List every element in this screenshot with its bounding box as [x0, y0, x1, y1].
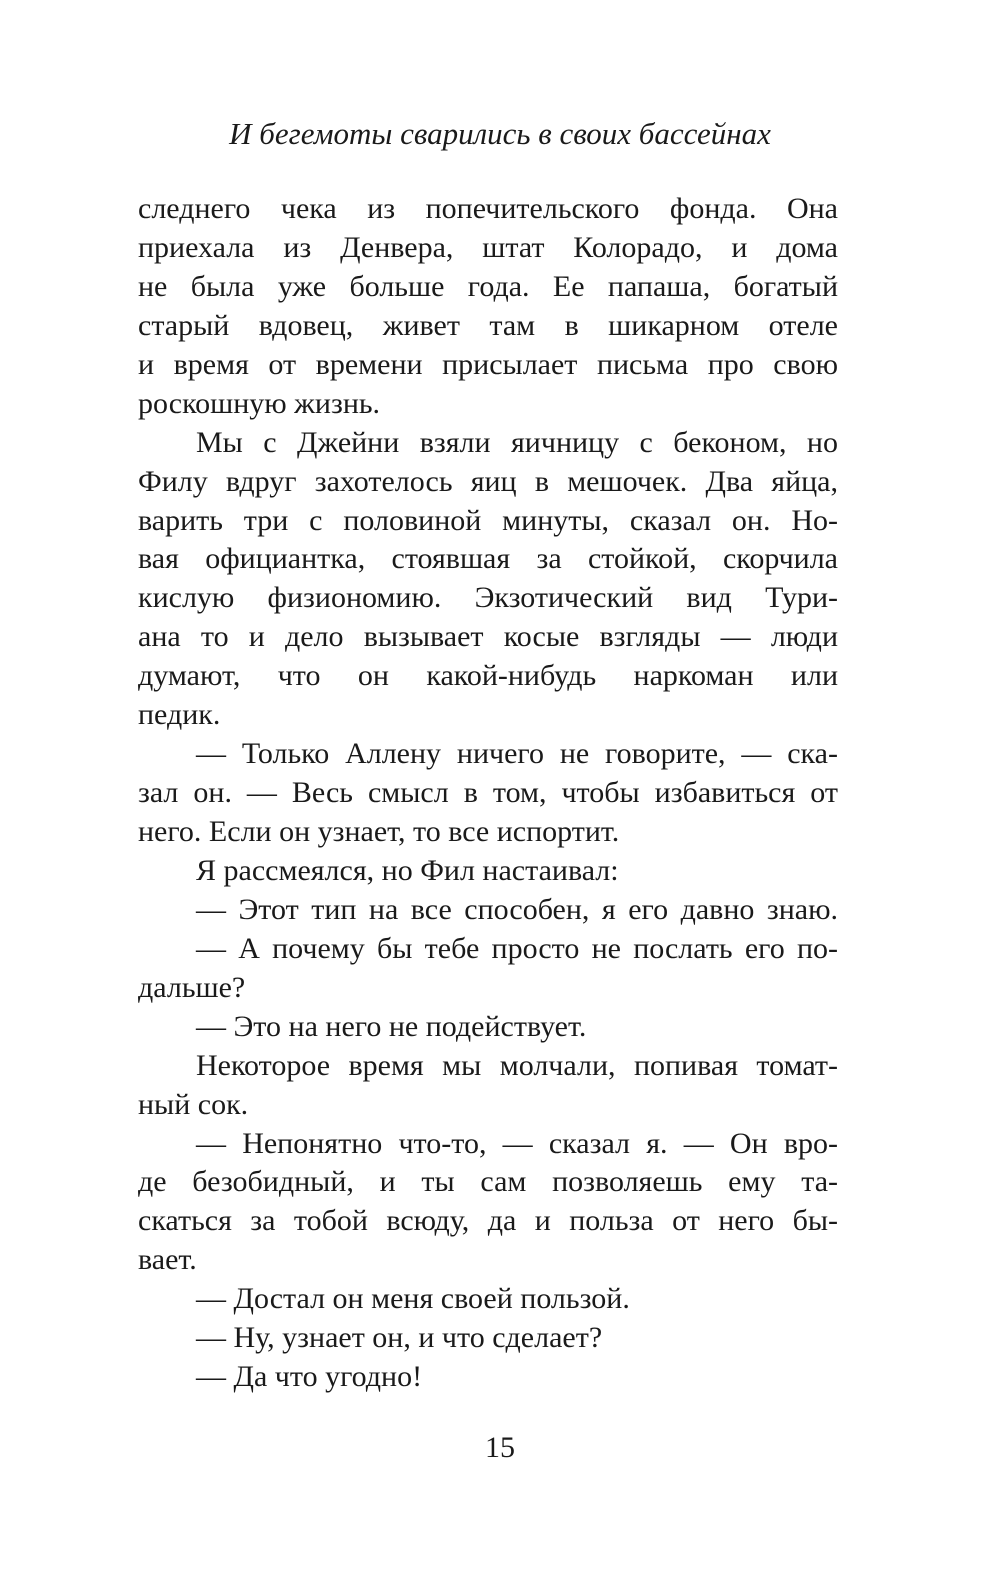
- text-line: кислую физиономию. Экзотический вид Тури-: [138, 581, 838, 615]
- text-line: дальше?: [138, 970, 246, 1004]
- text-line: — Ну, узнает он, и что сделает?: [196, 1321, 603, 1355]
- text-line: вает.: [138, 1243, 197, 1277]
- text-line: него. Если он узнает, то все испортит.: [138, 815, 620, 848]
- text-line: вая официантка, стоявшая за стойкой, скорчила: [138, 542, 838, 576]
- text-line: — А почему бы тебе просто не послать его по-: [196, 931, 838, 965]
- text-line: — Только Аллену ничего не говорите, — ска-: [196, 737, 838, 771]
- text-line: Мы с Джейни взяли яичницу с беконом, но: [196, 425, 838, 459]
- text-line: Я рассмеялся, но Фил настаивал:: [196, 853, 619, 887]
- text-line: приехала из Денвера, штат Колорадо, и дома: [138, 230, 838, 264]
- text-line: зал он. — Весь смысл в том, чтобы избавиться от: [138, 776, 838, 810]
- page-number: 15: [485, 1431, 515, 1464]
- text-line: не была уже больше года. Ее папаша, богатый: [138, 269, 838, 303]
- text-line: ный сок.: [138, 1087, 249, 1121]
- text-line: ана то и дело вызывает косые взгляды — люди: [138, 620, 838, 654]
- running-head: И бегемоты сварились в своих бассейнах: [229, 116, 771, 151]
- text-line: — Непонятно что-то, — сказал я. — Он вро-: [196, 1126, 838, 1160]
- text-line: старый вдовец, живет там в шикарном отеле: [138, 308, 838, 342]
- text-line: Некоторое время мы молчали, попивая томат-: [196, 1048, 838, 1082]
- text-line: Филу вдруг захотелось яиц в мешочек. Два яйца,: [138, 464, 838, 498]
- text-line: — Достал он меня своей пользой.: [196, 1282, 630, 1316]
- text-line: — Это на него не подействует.: [196, 1009, 587, 1043]
- text-line: и время от времени присылает письма про свою: [138, 347, 838, 381]
- text-line: следнего чека из попечительского фонда. Она: [138, 192, 838, 225]
- text-line: роскошную жизнь.: [138, 386, 381, 420]
- body-text: [138, 190, 838, 1397]
- text-line: думают, что он какой-нибудь наркоман или: [138, 659, 838, 693]
- text-line: скаться за тобой всюду, да и польза от него бы-: [138, 1204, 838, 1238]
- text-line: де безобидный, и ты сам позволяешь ему та-: [138, 1165, 838, 1199]
- text-line: — Этот тип на все способен, я его давно знаю.: [196, 892, 838, 926]
- text-line: варить три с половиной минуты, сказал он. Но-: [138, 503, 838, 537]
- text-line: — Да что угодно!: [196, 1360, 423, 1394]
- text-line: педик.: [138, 698, 221, 732]
